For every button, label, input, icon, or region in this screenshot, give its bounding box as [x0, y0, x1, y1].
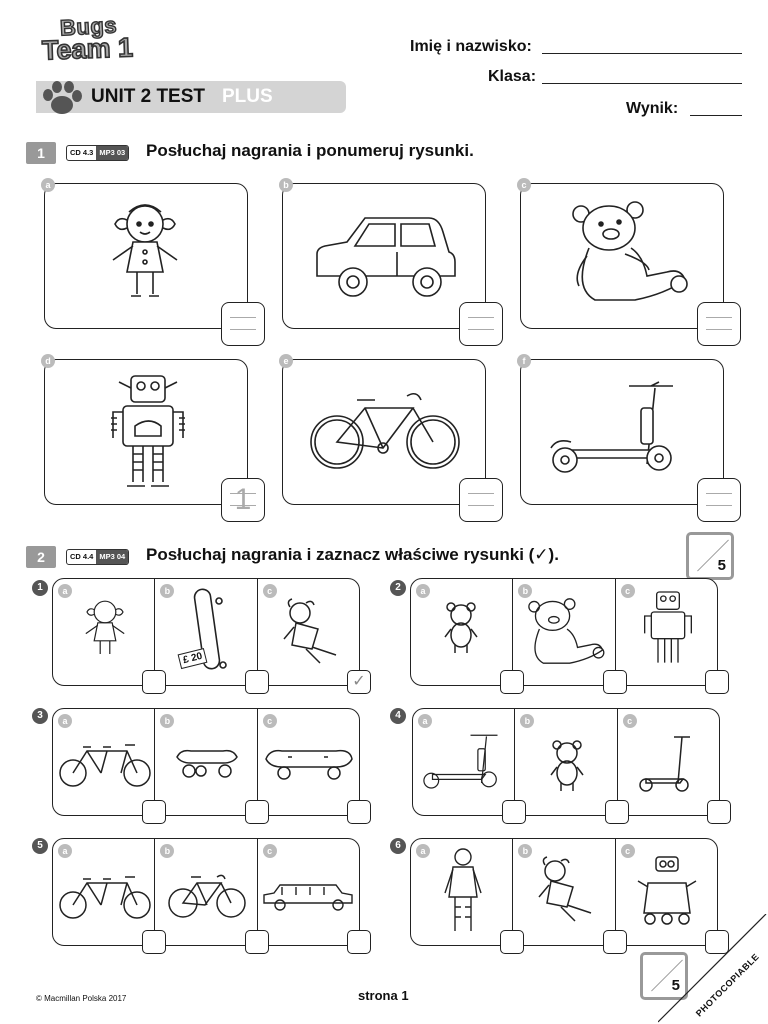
ex2-group-4: [412, 708, 720, 816]
tick-box[interactable]: ✓: [347, 670, 371, 694]
exercise1-cd-label: [66, 145, 129, 161]
ex1-card-b: [282, 180, 486, 329]
ex2-cell: [413, 709, 515, 815]
ex1-score-total: 5: [717, 557, 726, 574]
group-number: 1: [32, 580, 48, 596]
exercise2-cd-label: [66, 549, 129, 565]
doll-icon: [95, 194, 195, 314]
tandem-bike-icon: [57, 739, 153, 789]
exercise1-instruction: Posłuchaj nagrania i ponumeruj rysunki.: [146, 141, 474, 160]
ex2-group-1: [52, 578, 366, 690]
cell-letter: c: [263, 714, 277, 728]
skateboard-icon: [264, 747, 354, 783]
badge-c: c: [517, 178, 531, 192]
ex2-cell: [618, 709, 719, 815]
class-field[interactable]: [542, 83, 742, 84]
ex2-group-5: [52, 838, 360, 946]
exercise2-instruction: Posłuchaj nagrania i zaznacz właściwe rysunki (✓).: [146, 545, 559, 564]
badge-f: f: [517, 354, 531, 368]
cell-letter: a: [58, 844, 72, 858]
mp3-track: MP3 04: [96, 550, 128, 564]
ex1-card-f: [520, 356, 724, 505]
result-field[interactable]: [690, 115, 742, 116]
ex2-cell: [53, 839, 155, 945]
cell-letter: a: [58, 714, 72, 728]
cell-letter: c: [621, 844, 635, 858]
ex1-card-c: [520, 180, 724, 329]
banner-plus: PLUS: [222, 86, 273, 107]
name-label: Imię i nazwisko:: [410, 38, 532, 55]
ex2-cell: [155, 839, 257, 945]
cell-letter: c: [263, 584, 277, 598]
tandem-bike-icon: [57, 871, 153, 921]
cell-letter: b: [518, 584, 532, 598]
small-teddy-icon: [441, 601, 481, 655]
ex1-answer-b[interactable]: [459, 302, 503, 346]
group-number: 2: [390, 580, 406, 596]
limousine-icon: [262, 879, 356, 913]
cell-letter: c: [263, 844, 277, 858]
ex2-cell: [513, 579, 615, 685]
ex2-cell: [258, 579, 366, 690]
banner-title: UNIT 2 TEST: [91, 86, 206, 107]
cell-letter: c: [623, 714, 637, 728]
ex2-cell: [155, 709, 257, 815]
cd-track: CD 4.4: [70, 552, 94, 561]
doll-icon: [75, 585, 135, 675]
scooter-icon: [636, 733, 700, 793]
tick-box[interactable]: [707, 800, 731, 824]
ex2-cell: [411, 839, 513, 945]
ex2-cell: [515, 709, 617, 815]
copyright: © Macmillan Polska 2017: [36, 994, 127, 1003]
ex2-cell: [258, 839, 359, 945]
group-number: 5: [32, 838, 48, 854]
ex1-card-a: [44, 180, 248, 329]
bugs-team-logo: [36, 14, 156, 66]
action-figure-icon: [441, 847, 485, 937]
cell-letter: b: [160, 844, 174, 858]
cell-letter: a: [416, 584, 430, 598]
ex1-answer-a[interactable]: [221, 302, 265, 346]
group-number: 4: [390, 708, 406, 724]
rag-doll-icon: [276, 597, 348, 667]
ex2-cell: [616, 579, 717, 685]
scooter-icon: [419, 723, 511, 799]
page-number: strona 1: [358, 988, 409, 1003]
bike-icon: [167, 871, 247, 921]
photocopiable-label: PHOTOCOPIABLE: [694, 951, 762, 1019]
corner-fold: [658, 914, 768, 1024]
badge-b: b: [279, 178, 293, 192]
ex2-cell: [411, 579, 513, 685]
ex1-card-e: [282, 356, 486, 505]
result-label: Wynik:: [626, 100, 679, 117]
skateboard-icon: [175, 745, 239, 781]
ex1-answer-f[interactable]: [697, 478, 741, 522]
tick-box[interactable]: [705, 670, 729, 694]
ex1-card-d: [44, 356, 252, 516]
photocopiable-corner: [658, 914, 768, 1024]
cell-letter: a: [416, 844, 430, 858]
teddy-bear-icon: [521, 593, 613, 669]
group-number: 6: [390, 838, 406, 854]
exercise2-number: 2: [26, 546, 56, 568]
exercise1-number: 1: [26, 142, 56, 164]
ex2-group-2: [410, 578, 718, 686]
tick-box[interactable]: [347, 800, 371, 824]
cell-letter: b: [160, 584, 174, 598]
group-number: 3: [32, 708, 48, 724]
class-label: Klasa:: [488, 68, 537, 85]
cell-letter: b: [518, 844, 532, 858]
scooter-icon: [545, 378, 695, 478]
price-tag: £ 20: [178, 648, 208, 669]
logo-line1: Bugs: [59, 12, 118, 41]
unit-banner: [36, 81, 346, 113]
ex1-answer-c[interactable]: [697, 302, 741, 346]
badge-a: a: [41, 178, 55, 192]
cell-letter: b: [160, 714, 174, 728]
ex1-score-box[interactable]: [686, 532, 734, 580]
ex2-cell: [53, 709, 155, 815]
robot-icon: [638, 585, 698, 675]
teddy-bear-icon: [561, 196, 701, 306]
badge-d: d: [41, 354, 55, 368]
name-field[interactable]: [542, 53, 742, 54]
small-teddy-icon: [547, 739, 587, 793]
paw-icon: [38, 79, 86, 117]
logo-line2: Team 1: [41, 32, 134, 66]
mp3-track: MP3 03: [96, 146, 128, 160]
cell-letter: b: [520, 714, 534, 728]
ex2-cell: [155, 579, 257, 685]
ex2-score-total: 5: [671, 977, 680, 994]
car-icon: [309, 206, 459, 302]
badge-e: e: [279, 354, 293, 368]
cell-letter: a: [58, 584, 72, 598]
bike-icon: [307, 386, 463, 476]
cell-letter: c: [621, 584, 635, 598]
ex1-answer-d[interactable]: [221, 478, 265, 522]
cell-letter: a: [418, 714, 432, 728]
ex1-answer-e[interactable]: [459, 478, 503, 522]
robot-icon: [103, 370, 193, 496]
tick-box[interactable]: [347, 930, 371, 954]
ex2-group-3: [52, 708, 360, 816]
cd-track: CD 4.3: [70, 148, 94, 157]
rag-doll-icon: [531, 855, 603, 925]
ex2-cell: [258, 709, 359, 815]
ex2-cell: [53, 579, 155, 685]
ex2-cell: [513, 839, 615, 945]
ex1-answer-d-value: 1: [234, 483, 252, 516]
